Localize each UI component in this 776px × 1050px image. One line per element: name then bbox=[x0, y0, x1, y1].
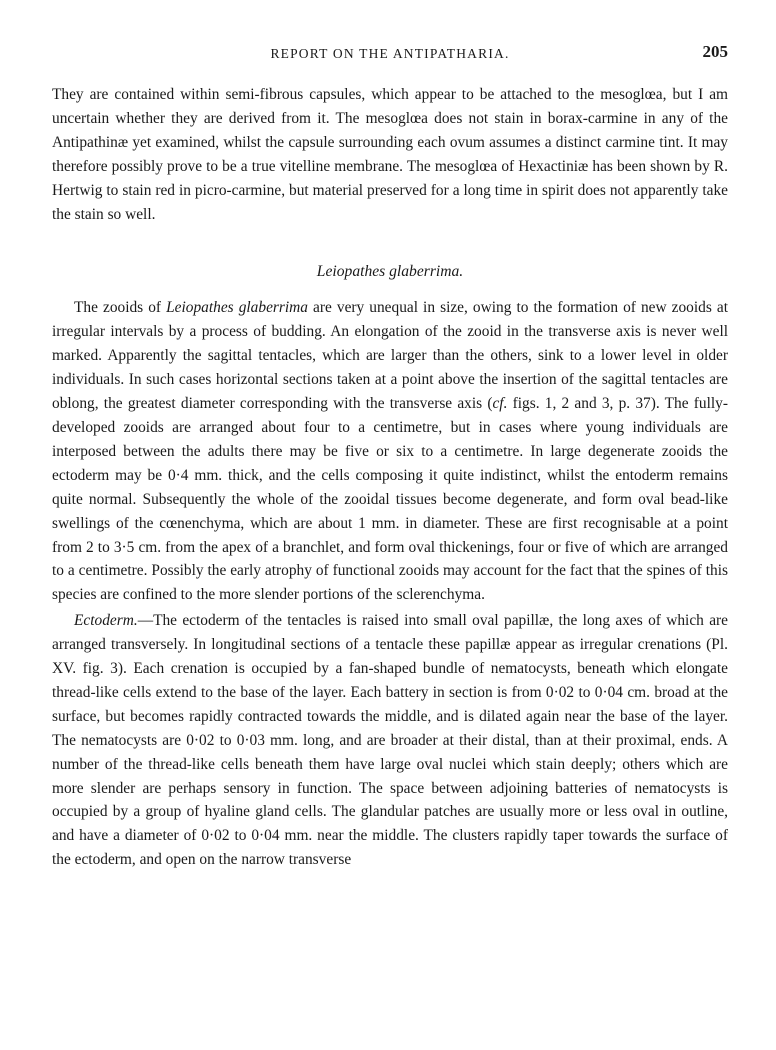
paragraph-ectoderm bbox=[52, 609, 728, 872]
species-name: Leiopathes glaberrima bbox=[166, 299, 308, 317]
paragraph-capsules: They are contained within semi-fibrous capsules, which appear to be attached to the mesoglœa, but I am uncertain whether they are derived from it. The mesoglœa does not stain in borax-carmine in any of the Antipathinæ yet examined, whilst the capsule surrounding each ovum assumes a distinct carmine tint. It may therefore possibly prove to be a true vitelline membrane. The mesoglœa of Hexactiniæ has been shown by R. Hertwig to stain red in picro-carmine, but material preserved for a long time in spirit does not apparently take the stain so well. bbox=[52, 86, 728, 223]
paragraph-ectoderm-text: —The ectoderm of the tentacles is raised into small oval papillæ, the long axes of which are arranged transversely. In longitudinal sections of a tentacle these papillæ appear as irregular crenations (Pl. XV. fig. 3). Each crenation is occupied by a fan-shaped bundle of nematocysts, beneath which elongate thread-like cells extend to the base of the layer. Each battery in section is from 0·02 to 0·04 cm. broad at the surface, but becomes rapidly contracted towards the middle, and is dilated again near the base of the layer. The nematocysts are 0·02 to 0·03 mm. long, and are broader at their distal, than at their proximal, ends. A number of the thread-like cells beneath them have large oval nuclei which stain deeply; others which are more slender are perhaps sensory in function. The space between adjoining batteries of nematocysts is occupied by a group of hyaline gland cells. The glandular patches are usually more or less oval in outline, and have a diameter of 0·02 to 0·04 mm. near the middle. The clusters rapidly taper towards the surface of the ectoderm, and open on the narrow transverse bbox=[52, 612, 728, 869]
ectoderm-subheading: Ectoderm. bbox=[74, 612, 138, 630]
paragraph-zooids-text-e: figs. 1, 2 and 3, p. 37). The fully-developed zooids are arranged about four to a centimetre, but in cases where young individuals are interposed between the adults there may be five or six to a centimetre. In large degenerate zooids the ectoderm may be 0·4 mm. thick, and the cells composing it quite indistinct, whilst the entoderm remains quite normal. Subsequently the whole of the zooidal tissues become degenerate, and form oval bead-like swellings of the cœnenchyma, which are about 1 mm. in diameter. These are first recognisable at a point from 2 to 3·5 cm. from the apex of a branchlet, and form oval thickenings, four or five of which are arranged to a centimetre. Possibly the early atrophy of functional zooids may account for the fact that the spines of this species are confined to the more slender portions of the sclerenchyma. bbox=[52, 395, 728, 604]
section-heading: Leiopathes glaberrima. bbox=[316, 263, 464, 281]
running-header bbox=[52, 36, 728, 66]
paragraph-zooids-text-a: The zooids of bbox=[74, 299, 167, 317]
page-number: 205 bbox=[702, 42, 728, 61]
running-title: REPORT ON THE ANTIPATHARIA. bbox=[270, 46, 510, 61]
paragraph-zooids bbox=[52, 296, 728, 607]
document-page bbox=[52, 36, 728, 872]
cf-abbreviation: cf. bbox=[492, 395, 508, 413]
paragraph-zooids-text-c: are very unequal in size, owing to the formation of new zooids at irregular intervals by a process of budding. An elongation of the zooid in the transverse axis is never well marked. Apparently the sagittal tentacles, which are larger than the others, sink to a lower level in older individuals. In such cases horizontal sections taken at a point above the insertion of the sagittal tentacles are oblong, the greatest diameter corresponding with the transverse axis ( bbox=[52, 299, 728, 413]
